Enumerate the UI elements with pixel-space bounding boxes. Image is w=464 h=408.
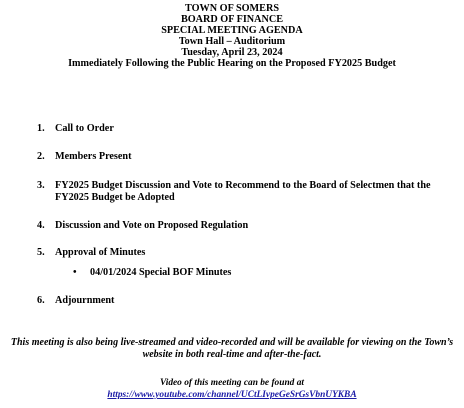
agenda-item-text: Discussion and Vote on Proposed Regulation (55, 220, 249, 231)
meeting-location: Town Hall – Auditorium (178, 36, 286, 47)
agenda-item-number: 2. (37, 151, 45, 162)
youtube-channel-link[interactable]: https://www.youtube.com/channel/UCtLIvpeGeSrGsVbnUYKBA (107, 390, 357, 400)
agenda-item-text: Adjournment (55, 295, 115, 306)
livestream-notice: This meeting is also being live-streamed and video-recorded and will be available for viewing on the Town’s website in both real-time and after-the-fact. (10, 337, 454, 360)
agenda-item-text: FY2025 Budget Discussion and Vote to Recommend to the Board of Selectmen that the FY2025 Budget be Adopted (55, 180, 431, 203)
agenda-item-number: 3. (37, 180, 45, 191)
minutes-sub-item-text: 04/01/2024 Special BOF Minutes (90, 267, 232, 278)
agenda-item-number: 6. (37, 295, 45, 306)
meeting-date: Tuesday, April 23, 2024 (181, 47, 283, 58)
agenda-header (0, 3, 464, 69)
agenda-title: SPECIAL MEETING AGENDA (161, 25, 303, 36)
agenda-item-number: 5. (37, 247, 45, 258)
video-info (0, 377, 464, 401)
bullet-icon: • (73, 267, 77, 278)
board-name: BOARD OF FINANCE (180, 14, 284, 25)
agenda-item-text: Approval of Minutes (55, 247, 146, 258)
agenda-item-number: 1. (37, 123, 45, 134)
agenda-item-text: Members Present (55, 151, 132, 162)
video-label: Video of this meeting can be found at (159, 378, 305, 388)
agenda-item-number: 4. (37, 220, 45, 231)
meeting-time-note: Immediately Following the Public Hearing on the Proposed FY2025 Budget (68, 58, 396, 69)
town-name: TOWN OF SOMERS (185, 3, 279, 14)
agenda-item-text: Call to Order (55, 123, 114, 134)
